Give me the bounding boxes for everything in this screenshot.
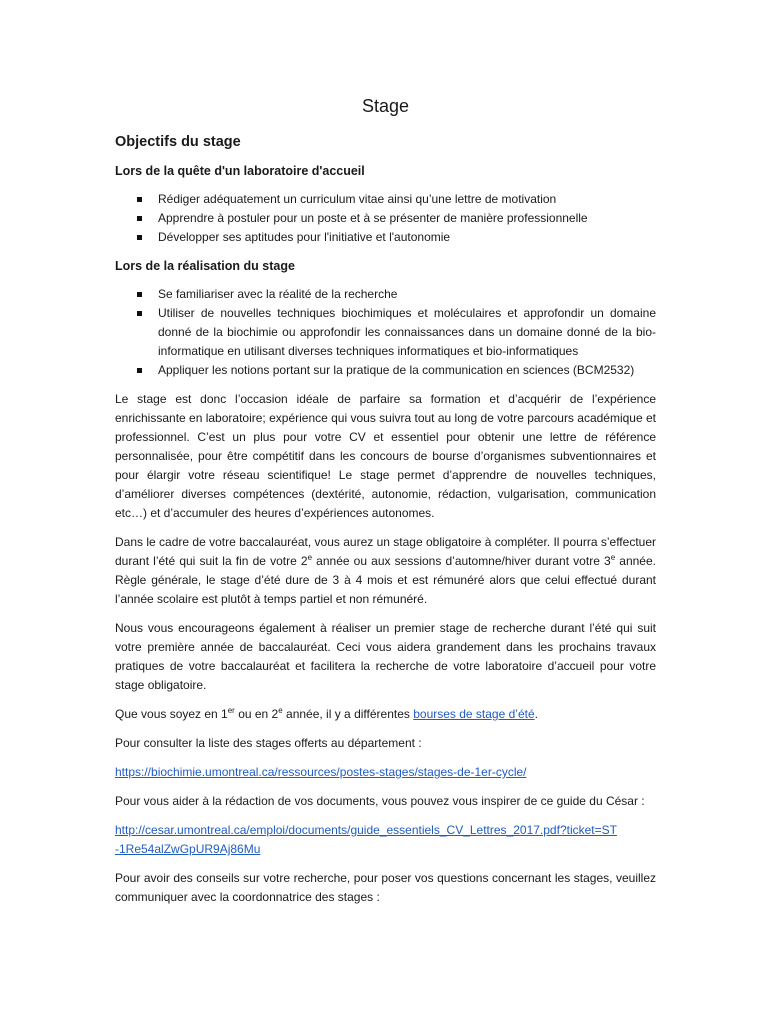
paragraph-internship-list: Pour consulter la liste des stages offerts au département : bbox=[115, 736, 422, 750]
paragraph-first-internship: Nous vous encourageons également à réaliser un premier stage de recherche durant l’été qui suit votre première année de baccalauréat. Ceci vous aidera grandement dans les prochains travaux pratiques de votre baccalauréat et facilitera la recherche de votre laboratoire d’accueil pour votre stage obligatoire. bbox=[115, 621, 656, 692]
objectives-list-lab-search bbox=[115, 190, 656, 247]
page-title: Stage bbox=[361, 96, 410, 116]
document-page bbox=[115, 94, 656, 917]
paragraph-benefits: Le stage est donc l’occasion idéale de parfaire sa formation et d’acquérir de l’expérience enrichissante en laboratoire; expérience qui vous suivra tout au long de votre parcours académique et professionnel. C’est un plus pour votre CV et essentiel pour obtenir une lettre de référence personnalisée, pour être compétitif dans les concours de bourse d’organismes subventionnaires et pour élargir votre réseau scientifique! Le stage permet d’apprendre de nouvelles techniques, d’améliorer diverses compétences (dextérité, autonomie, rédaction, vulgarisation, communication etc…) et d’accumuler des heures d’expériences autonomes. bbox=[115, 392, 656, 520]
paragraph-guide: Pour vous aider à la rédaction de vos documents, vous pouvez vous inspirer de ce guide du César : bbox=[115, 794, 645, 808]
section-heading: Objectifs du stage bbox=[115, 134, 241, 150]
paragraph-scholarships: Que vous soyez en 1er ou en 2e année, il y a différentes bourses de stage d’été. bbox=[115, 706, 538, 721]
scholarships-link[interactable]: bourses de stage d’été bbox=[413, 707, 535, 721]
list-item: Appliquer les notions portant sur la pratique de la communication en sciences (BCM2532) bbox=[158, 361, 656, 380]
paragraph-contact: Pour avoir des conseils sur votre recherche, pour poser vos questions concernant les stages, veuillez communiquer avec la coordonnatrice des stages : bbox=[115, 871, 656, 904]
subheading-lab-search: Lors de la quête d'un laboratoire d'accueil bbox=[115, 164, 365, 178]
internship-list-link-line bbox=[115, 763, 656, 782]
cesar-guide-link[interactable]: http://cesar.umontreal.ca/emploi/documents/guide_essentiels_CV_Lettres_2017.pdf?ticket=ST -1Re54alZwGpUR9Aj86Mu bbox=[115, 823, 617, 856]
list-item: Développer ses aptitudes pour l'initiative et l'autonomie bbox=[158, 228, 656, 247]
list-item: Apprendre à postuler pour un poste et à se présenter de manière professionnelle bbox=[158, 209, 656, 228]
list-item: Rédiger adéquatement un curriculum vitae ainsi qu’une lettre de motivation bbox=[158, 190, 656, 209]
list-item: Se familiariser avec la réalité de la recherche bbox=[158, 285, 656, 304]
guide-link-line bbox=[115, 821, 656, 859]
subheading-internship: Lors de la réalisation du stage bbox=[115, 259, 295, 273]
objectives-list-internship bbox=[115, 285, 656, 380]
list-item: Utiliser de nouvelles techniques biochimiques et moléculaires et approfondir un domaine donné de la biochimie ou approfondir les connaissances dans un domaine donné de la bio-informatique en utilisant diverses techniques informatiques et bio-informatiques bbox=[158, 304, 656, 361]
internship-list-link[interactable]: https://biochimie.umontreal.ca/ressources/postes-stages/stages-de-1er-cycle/ bbox=[115, 765, 527, 779]
paragraph-mandatory-internship: Dans le cadre de votre baccalauréat, vous aurez un stage obligatoire à compléter. Il pourra s’effectuer durant l’été qui suit la fin de votre 2e année ou aux sessions d’automne/hiver durant votre 3e année. Règle générale, le stage d’été dure de 3 à 4 mois et est rémunéré alors que celui effectué durant l’année scolaire est plutôt à temps partiel et non rémunéré. bbox=[115, 535, 656, 606]
